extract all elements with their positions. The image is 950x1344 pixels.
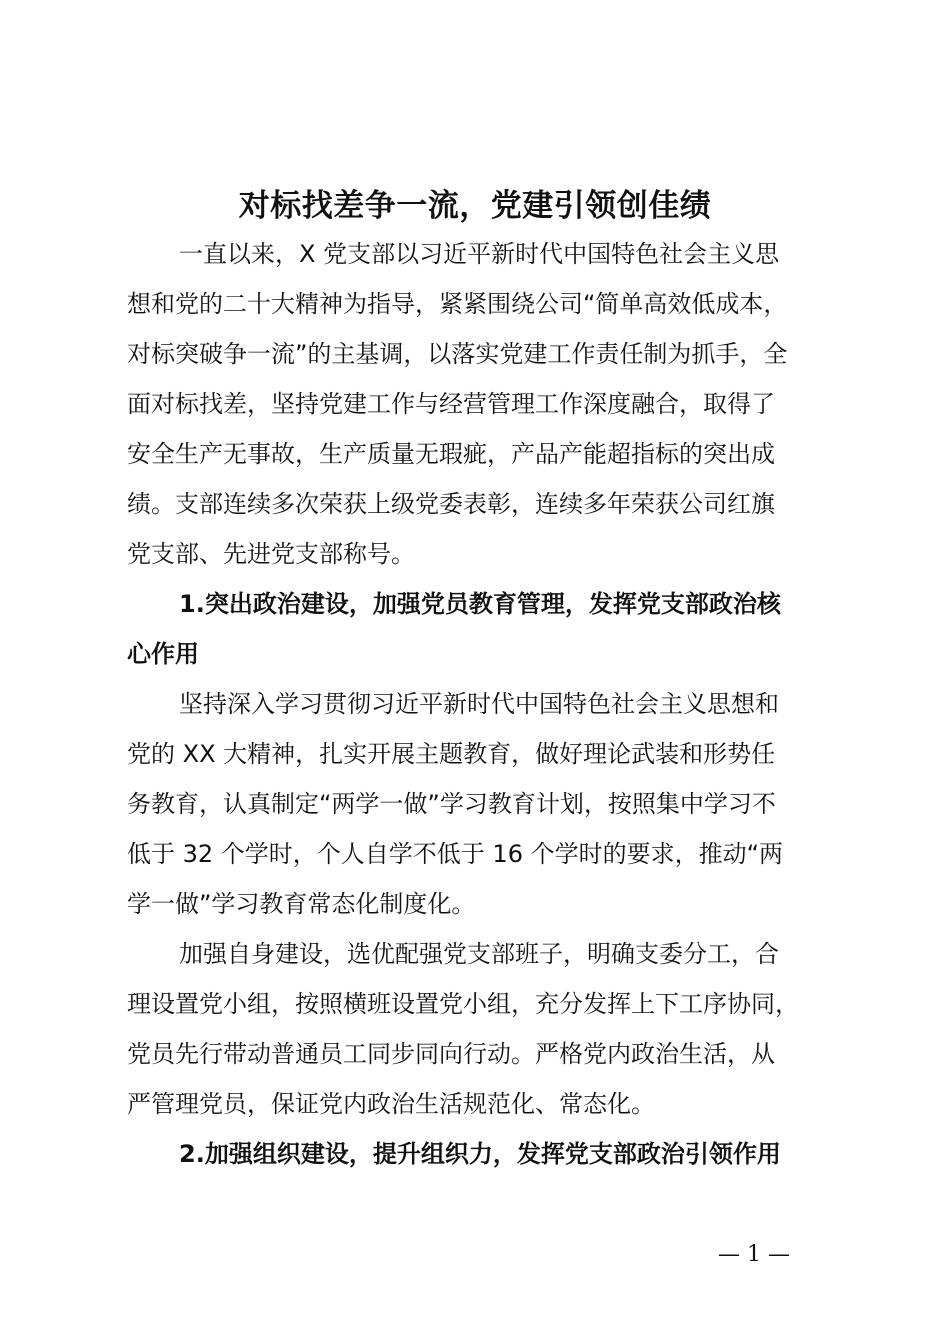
- paragraph-line: 面对标找差，坚持党建工作与经营管理工作深度融合，取得了: [127, 390, 775, 418]
- document-title: 对标找差争一流，党建引领创佳绩: [238, 188, 712, 224]
- section-heading: 2.加强组织建设，提升组织力，发挥党支部政治引领作用: [179, 1140, 781, 1168]
- paragraph-line: 想和党的二十大精神为指导，紧紧围绕公司“简单高效低成本，: [127, 290, 788, 318]
- paragraph-line: 低于 32 个学时，个人自学不低于 16 个学时的要求，推动“两: [127, 840, 784, 868]
- section-heading: 1.突出政治建设，加强党员教育管理，发挥党支部政治核: [179, 590, 781, 618]
- paragraph-line: 学一做”学习教育常态化制度化。: [127, 890, 476, 918]
- paragraph-line: 一直以来，X 党支部以习近平新时代中国特色社会主义思: [179, 240, 780, 268]
- section-heading: 心作用: [127, 640, 199, 668]
- page-number: — 1 —: [718, 1242, 790, 1267]
- paragraph-line: 对标突破争一流”的主基调，以落实党建工作责任制为抓手，全: [127, 340, 788, 368]
- paragraph-line: 党支部、先进党支部称号。: [127, 540, 415, 568]
- paragraph-line: 务教育，认真制定“两学一做”学习教育计划，按照集中学习不: [127, 790, 776, 818]
- paragraph-line: 绩。支部连续多次荣获上级党委表彰，连续多年荣获公司红旗: [127, 490, 775, 518]
- paragraph-line: 安全生产无事故，生产质量无瑕疵，产品产能超指标的突出成: [127, 440, 775, 468]
- paragraph-line: 严管理党员，保证党内政治生活规范化、常态化。: [127, 1090, 655, 1118]
- paragraph-line: 党员先行带动普通员工同步同向行动。严格党内政治生活，从: [127, 1040, 775, 1068]
- paragraph-line: 理设置党小组，按照横班设置党小组，充分发挥上下工序协同，: [127, 990, 799, 1018]
- paragraph-line: 党的 XX 大精神，扎实开展主题教育，做好理论武装和形势任: [127, 740, 776, 768]
- paragraph-line: 加强自身建设，选优配强党支部班子，明确支委分工，合: [179, 940, 779, 968]
- paragraph-line: 坚持深入学习贯彻习近平新时代中国特色社会主义思想和: [179, 690, 779, 718]
